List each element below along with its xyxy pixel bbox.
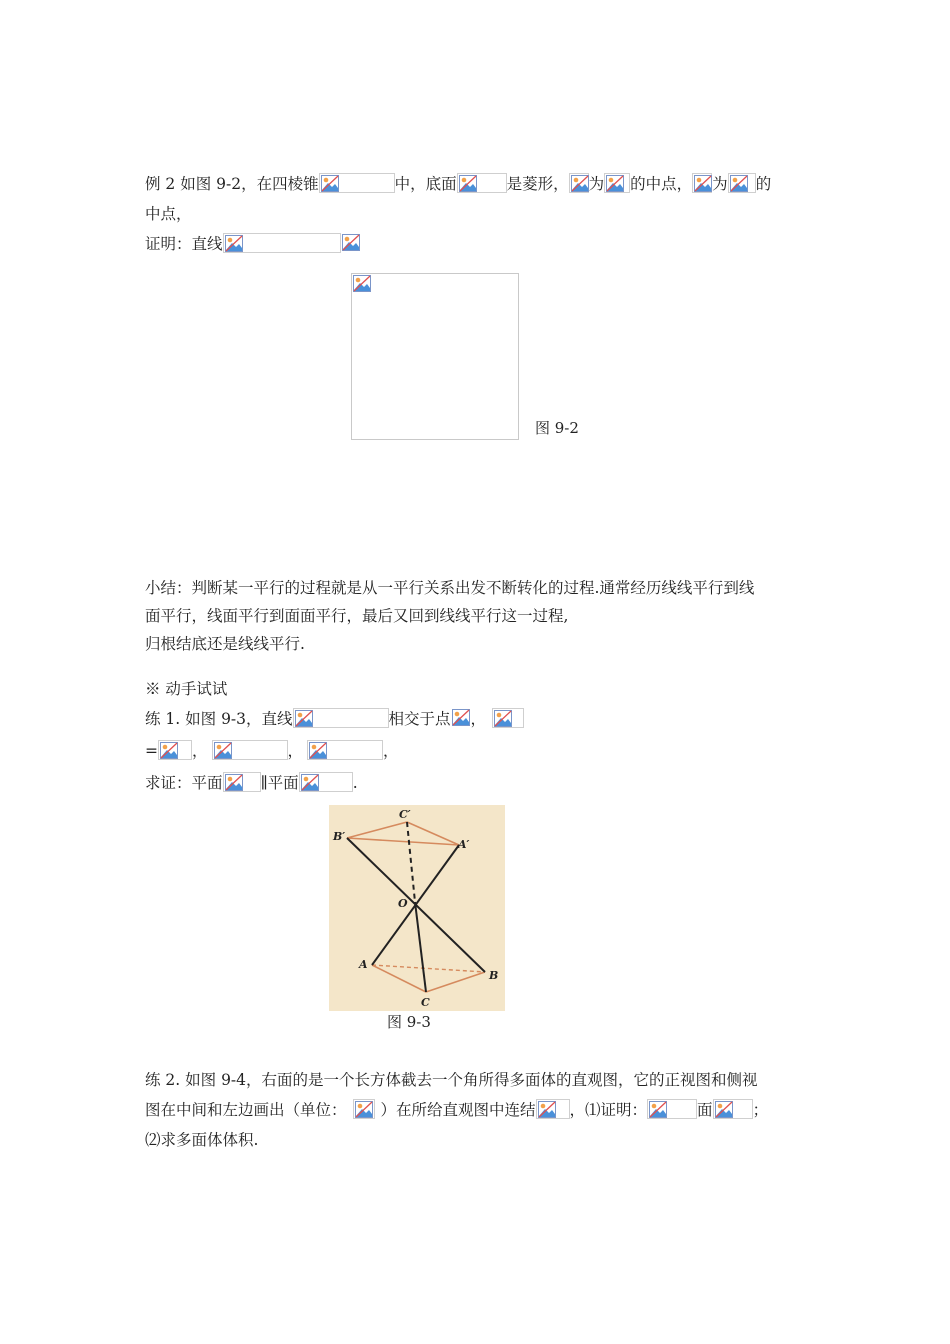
label-o: O [398,897,408,910]
formula-image-placeholder [451,708,471,728]
text: 面 [697,1101,713,1119]
exercise-2-line-2 [145,1099,768,1121]
broken-image-icon [538,1101,556,1118]
formula-image-placeholder [293,708,389,728]
formula-image-placeholder [212,740,288,760]
text: 例 2 如图 9-2，在四棱锥 [145,175,319,193]
broken-image-icon [494,710,512,727]
text: 图在中间和左边画出（单位： [145,1101,347,1119]
figure-9-3-caption: 图 9-3 [387,1013,431,1031]
exercise-2-line-1: 练 2. 如图 9-4，右面的是一个长方体截去一个角所得多面体的直观图，它的正视图和侧视 [145,1071,758,1089]
formula-image-placeholder [604,173,630,193]
formula-image-placeholder [492,708,524,728]
label-cprime: C′ [399,808,411,821]
exercise-1-line-3 [145,772,358,794]
label-b: B [489,969,499,982]
formula-image-placeholder [728,173,756,193]
formula-image-placeholder [353,1099,375,1119]
try-it-heading: ※ 动手试试 [145,680,228,698]
exercise-1-line-1 [145,708,524,730]
text: ， [192,742,208,760]
text: 为 [712,175,728,193]
example-2-line-2 [145,203,192,225]
text: 是菱形， [506,175,569,193]
formula-image-placeholder [158,740,192,760]
summary-line-3: 归根结底还是线线平行. [145,635,305,653]
edge-bprime-aprime [347,838,459,845]
formula-image-placeholder [713,1099,753,1119]
broken-image-icon [355,1101,373,1118]
broken-image-icon [353,275,371,292]
broken-image-icon [295,710,313,727]
line-o-c [415,902,426,992]
text: 相交于点 [388,710,451,728]
broken-image-icon [214,742,232,759]
text: ； [752,1101,769,1119]
edge-a-b-dashed [372,965,485,972]
text: 练 1. 如图 9-3，直线 [145,710,293,728]
text: 求证：平面 [145,774,223,792]
broken-image-icon [160,742,178,759]
figure-9-2-caption: 图 9-2 [535,419,579,437]
broken-image-icon [225,235,243,252]
broken-image-icon [649,1101,667,1118]
text: ∥平面 [260,774,299,792]
edge-c-b [426,972,485,992]
edge-a-c [372,965,426,992]
broken-image-icon [301,774,319,791]
exercise-2-line-3: ⑵求多面体体积. [145,1131,259,1149]
figure-9-3-drawing [329,805,505,1011]
broken-image-icon [452,709,470,726]
formula-image-placeholder [647,1099,697,1119]
label-c: C [421,996,430,1009]
text: ，⑴证明： [569,1101,648,1119]
text: 中点， [145,205,192,223]
formula-image-placeholder [569,173,589,193]
text: = [145,742,158,760]
text: 证明：直线 [145,235,223,253]
example-2-line-3 [145,233,359,255]
formula-image-placeholder [223,233,341,253]
text: 为 [588,175,605,193]
broken-image-icon [225,774,243,791]
broken-image-icon [606,175,624,192]
exercise-1-line-2 [145,740,399,762]
edge-bprime-cprime [347,822,407,838]
text: 中，底面 [394,175,457,193]
broken-image-icon [694,175,712,192]
text: ， [383,742,399,760]
text: . [352,774,358,792]
broken-image-icon [321,175,339,192]
line-cprime-o-dashed [407,822,415,902]
label-bprime: B′ [333,830,346,843]
broken-image-icon [715,1101,733,1118]
broken-image-icon [342,234,360,251]
text: ， [470,710,487,728]
formula-image-placeholder [307,740,383,760]
text: 的中点， [630,175,693,193]
figure-9-3 [329,805,505,1011]
formula-image-placeholder [223,772,261,792]
formula-image-placeholder [692,173,712,193]
formula-image-placeholder [299,772,353,792]
formula-image-placeholder [536,1099,570,1119]
text: ， [287,742,304,760]
broken-image-icon [309,742,327,759]
example-2-line-1 [145,173,771,195]
label-a: A [359,958,368,971]
summary-line-2: 面平行，线面平行到面面平行，最后又回到线线平行这一过程, [145,607,569,625]
summary-line-1: 小结：判断某一平行的过程就是从一平行关系出发不断转化的过程.通常经历线线平行到线 [145,579,755,597]
figure-9-2-image-placeholder [351,273,519,440]
broken-image-icon [730,175,748,192]
text: ）在所给直观图中连结 [380,1101,536,1119]
formula-image-placeholder [457,173,507,193]
formula-image-placeholder [341,233,359,253]
label-aprime: A′ [458,838,470,851]
broken-image-icon [571,175,589,192]
broken-image-icon [459,175,477,192]
text: 的 [755,175,772,193]
formula-image-placeholder [319,173,395,193]
